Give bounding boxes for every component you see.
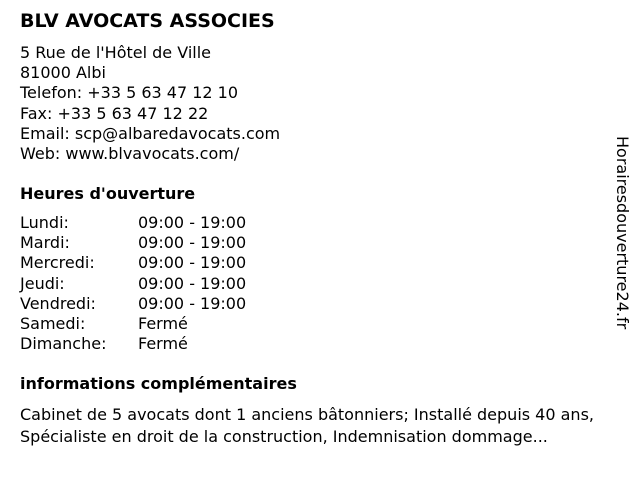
hours-time: 09:00 - 19:00 (138, 293, 247, 313)
hours-day: Mardi: (20, 233, 70, 253)
site-watermark: Horairesdouverture24.fr (613, 136, 632, 330)
hours-time: 09:00 - 19:00 (138, 253, 247, 273)
company-name: BLV AVOCATS ASSOCIES (20, 10, 275, 32)
hours-day: Samedi: (20, 313, 86, 333)
hours-time: Fermé (138, 334, 188, 354)
hours-day: Mercredi: (20, 253, 95, 273)
hours-time: 09:00 - 19:00 (138, 233, 247, 253)
hours-day: Lundi: (20, 213, 69, 232)
fax-number: Fax: +33 5 63 47 12 22 (20, 103, 209, 123)
hours-day: Vendredi: (20, 293, 96, 313)
opening-hours-heading: Heures d'ouverture (20, 184, 196, 203)
additional-info-heading: informations complémentaires (20, 374, 297, 393)
hours-day: Dimanche: (20, 334, 107, 354)
hours-time: 09:00 - 19:00 (138, 213, 247, 232)
business-description: Cabinet de 5 avocats dont 1 anciens bâtonniers; Installé depuis 40 ans, Spécialiste en droit de la construction, Indemnisation dommage... (20, 405, 594, 446)
street-address: 5 Rue de l'Hôtel de Ville (20, 43, 211, 62)
website-url: Web: www.blvavocats.com/ (20, 144, 240, 164)
hours-day: Jeudi: (20, 273, 65, 293)
email-address: Email: scp@albaredavocats.com (20, 123, 281, 143)
hours-time: Fermé (138, 313, 188, 333)
hours-time: 09:00 - 19:00 (138, 273, 247, 293)
contact-block (20, 43, 280, 164)
phone-number: Telefon: +33 5 63 47 12 10 (20, 83, 239, 103)
city-postcode: 81000 Albi (20, 63, 106, 83)
